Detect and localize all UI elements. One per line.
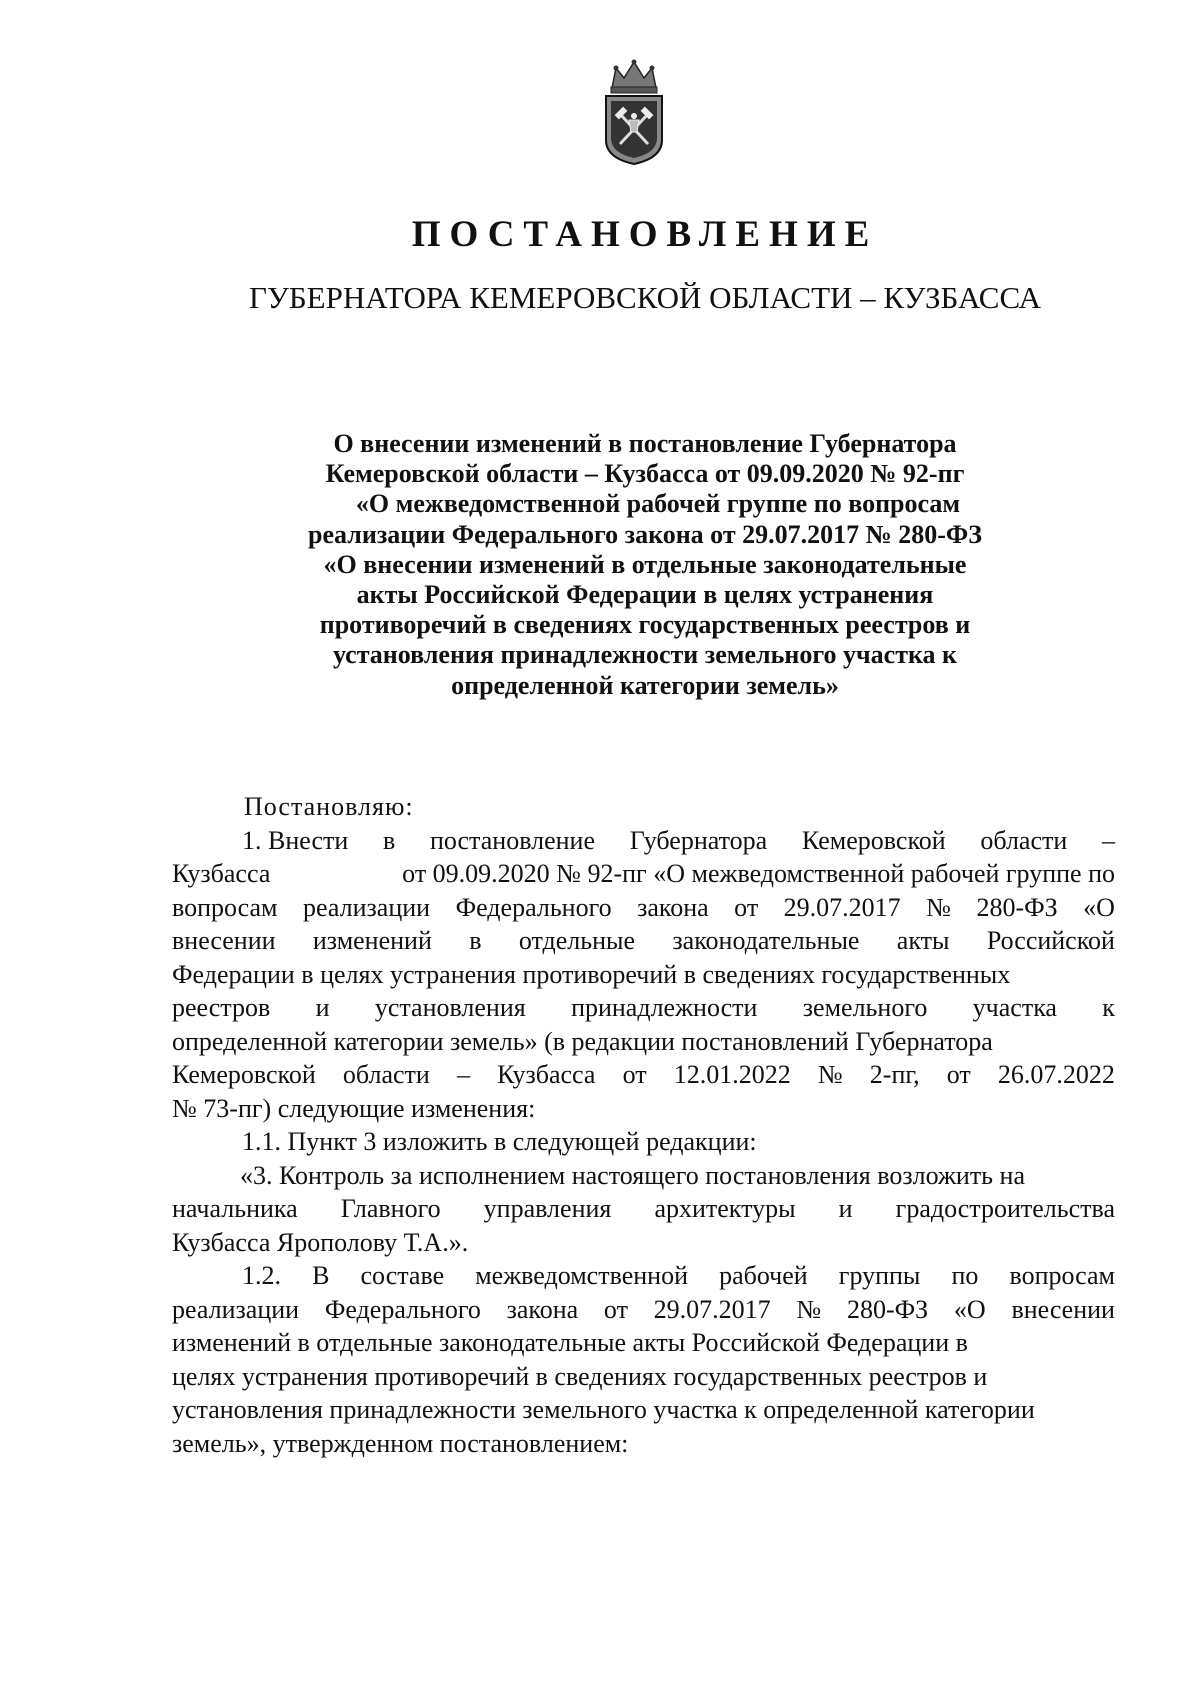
text-run: законодательные (672, 926, 860, 955)
paragraph-line (172, 1058, 1115, 1092)
text-run: по (951, 1261, 979, 1290)
text-run: 1.2. (242, 1261, 281, 1290)
text-run: архитектуры (654, 1194, 796, 1223)
text-run: постановление (429, 825, 596, 855)
text-run: от 09.09.2020 № 92-пг «О межведомственной рабочей группе по (402, 859, 1115, 888)
text-run: области (342, 1060, 430, 1089)
text-run: В (312, 1261, 330, 1290)
text-run: установления принадлежности земельного участка к определенной категории (172, 1395, 1035, 1424)
text-run: Федерального (455, 892, 612, 922)
text-run: межведомственной (475, 1261, 688, 1290)
text-run: Губернатора (629, 825, 768, 855)
paragraph-line (172, 891, 1115, 925)
paragraph-line (172, 857, 1115, 891)
text-run: участка (972, 993, 1057, 1022)
quote-line (172, 1192, 1115, 1226)
text-run: определенной категории земель» (в редакции постановлений Губернатора (172, 1026, 993, 1056)
text-run: градостроительства (895, 1194, 1115, 1223)
text-run: 26.07.2022 (997, 1060, 1115, 1089)
subparagraph-1-2-line (172, 1259, 1115, 1293)
subparagraph-1-2-line (172, 1326, 1115, 1360)
text-run: установления (374, 993, 526, 1022)
text-run: 29.07.2017 (653, 1294, 771, 1324)
subject-line: реализации Федерального закона от 29.07.2017 № 280-ФЗ (308, 519, 982, 549)
text-run: Постановляю: (244, 792, 414, 821)
text-run: акты (896, 926, 950, 955)
text-run: Российской (986, 926, 1115, 955)
text-run: земель», утвержденном постановлением: (172, 1428, 629, 1458)
paragraph-line (172, 991, 1115, 1025)
text-run: «О (1083, 892, 1115, 922)
text-run: Кемеровской (801, 825, 946, 855)
text-run: Кузбасса Ярополову Т.А.». (172, 1227, 469, 1257)
decree-word (172, 790, 1115, 824)
text-run: № (926, 892, 951, 922)
text-run: рабочей (719, 1261, 808, 1290)
quote-line (172, 1159, 1115, 1193)
text-run: реализации (303, 892, 431, 922)
subject-line: «О внесении изменений в отдельные законодательные (323, 549, 967, 579)
text-run: в (382, 825, 396, 855)
text-run: в (469, 926, 482, 955)
text-run: 280-ФЗ (846, 1294, 929, 1324)
text-run: Кузбасса (497, 1060, 596, 1089)
document-type-title: ПОСТАНОВЛЕНИЕ (411, 214, 879, 255)
text-run: Федерального (324, 1294, 481, 1324)
text-run: изменений в отдельные законодательные акты Российской Федерации в (172, 1328, 968, 1357)
text-run: 29.07.2017 (783, 892, 901, 922)
text-run: 280-ФЗ (976, 892, 1058, 922)
subject-line: «О межведомственной рабочей группе по вопросам (355, 489, 961, 519)
subject-line: установления принадлежности земельного участка к (332, 640, 958, 670)
text-run: отдельные (518, 926, 636, 955)
paragraph-line (172, 958, 1115, 992)
subject-line: Кемеровской области – Кузбасса от 09.09.2020 № 92-пг (325, 459, 965, 489)
text-run: – (1102, 825, 1115, 855)
text-run: 1. Внести (242, 825, 349, 855)
subparagraph-1-2-line (172, 1293, 1115, 1327)
text-run: закона (637, 892, 709, 922)
text-run: Главного (340, 1194, 441, 1223)
subparagraph-1-2-line (172, 1393, 1115, 1427)
text-run: области (980, 825, 1068, 855)
kuzbass-coat-of-arms-icon (598, 58, 670, 168)
subparagraph-1-2-line (172, 1427, 1115, 1461)
text-run: вопросам (172, 892, 278, 922)
text-run: и (315, 993, 330, 1022)
text-run: начальника (172, 1194, 298, 1223)
text-run: Федерации в целях устранения противоречий в сведениях государственных (172, 959, 1011, 989)
text-run: целях устранения противоречий в сведениях государственных реестров и (172, 1361, 988, 1391)
text-run: Кузбасса (172, 859, 271, 888)
paragraph-line (172, 924, 1115, 958)
text-run: Кемеровской (172, 1060, 316, 1089)
text-run: от (946, 1060, 971, 1089)
text-run: от (622, 1060, 647, 1089)
text-run: к (1102, 993, 1115, 1022)
issuer-title: ГУБЕРНАТОРА КЕМЕРОВСКОЙ ОБЛАСТИ – КУЗБАССА (249, 280, 1041, 315)
text-run: 12.01.2022 (673, 1060, 791, 1089)
subject-line: определенной категории земель» (451, 670, 839, 700)
text-run: внесении (172, 926, 276, 955)
paragraph-line (172, 1025, 1115, 1059)
text-run: земельного (802, 993, 928, 1022)
text-run: составе (360, 1261, 445, 1290)
text-run: реализации (172, 1294, 300, 1324)
paragraph-line (172, 1092, 1115, 1126)
subject-line: О внесении изменений в постановление Губернатора (333, 429, 957, 458)
text-run: и (838, 1194, 853, 1223)
text-run: – (456, 1060, 470, 1089)
text-run: закона (506, 1294, 579, 1324)
text-run: № 73-пг) следующие изменения: (172, 1093, 536, 1123)
text-run: от (734, 892, 759, 922)
subparagraph-1-2-line (172, 1360, 1115, 1394)
text-run: изменений (312, 926, 432, 955)
text-run: принадлежности (571, 993, 758, 1022)
subject-line: противоречий в сведениях государственных реестров и (319, 610, 971, 640)
text-run: управления (483, 1194, 612, 1223)
subject-line: акты Российской Федерации в целях устранения (356, 580, 934, 610)
text-run: «3. Контроль за исполнением настоящего постановления возложить на (240, 1160, 1025, 1190)
text-run: № (796, 1294, 822, 1324)
quote-line (172, 1226, 1115, 1260)
text-run: № (817, 1060, 843, 1089)
text-run: реестров (172, 993, 271, 1022)
subparagraph-1-1 (172, 1125, 1115, 1159)
text-run: вопросам (1009, 1261, 1115, 1290)
document-body (172, 790, 1115, 1460)
text-run: 1.1. Пункт 3 изложить в следующей редакции: (242, 1127, 757, 1156)
text-run: группы (838, 1261, 921, 1290)
text-run: 2-пг, (869, 1060, 920, 1089)
paragraph-line (172, 824, 1115, 858)
document-subject (240, 429, 1050, 701)
text-run: от (603, 1294, 628, 1324)
text-run: внесении (1011, 1294, 1115, 1324)
text-run: «О (953, 1294, 986, 1324)
